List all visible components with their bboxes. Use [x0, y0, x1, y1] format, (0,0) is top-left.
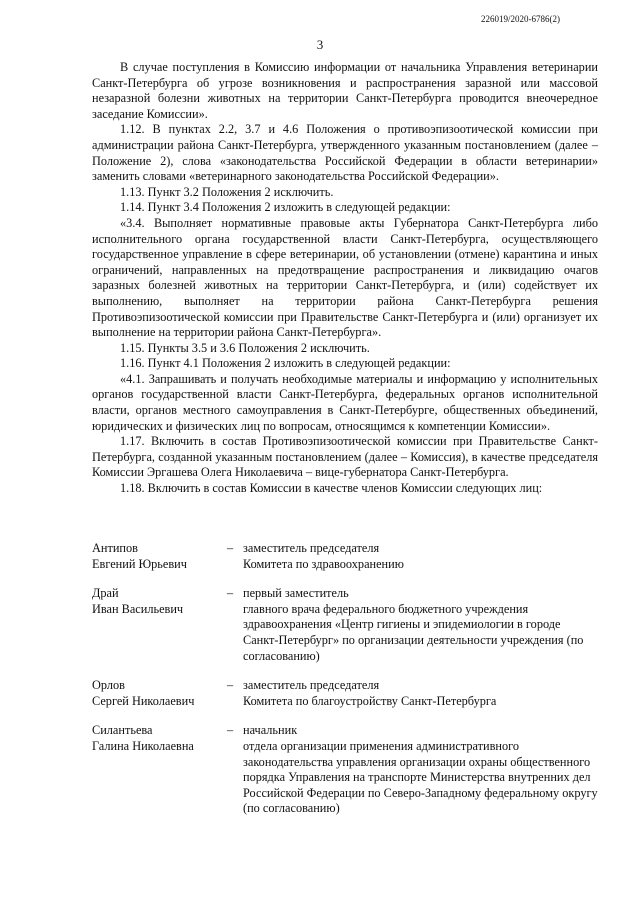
member-dash: – — [227, 723, 234, 738]
member-row — [92, 723, 598, 817]
member-position: заместитель председателя Комитета по здравоохранению — [243, 541, 404, 571]
member-name: Драй Иван Васильевич — [92, 586, 184, 616]
paragraph: «4.1. Запрашивать и получать необходимые материалы и информацию у исполнительных органов государственной власти Санкт-Петербурга, федеральных органов исполнительной власти, органов местного самоуправления в Санкт-Петербурге, общественных объединений, юридических и физических лиц по вопросам, относящимся к компетенции Комиссии». — [92, 371, 598, 433]
member-list — [92, 541, 598, 831]
member-row — [92, 678, 598, 709]
member-position: первый заместитель главного врача федерального бюджетного учреждения здравоохранения «Центр гигиены и эпидемиологии в городе Санкт-Петербург» по организации деятельности учреждения (по согласованию) — [243, 586, 584, 663]
member-name: Силантьева Галина Николаевна — [92, 723, 194, 753]
member-row — [92, 541, 598, 572]
member-row — [92, 586, 598, 664]
paragraph: 1.17. Включить в состав Противоэпизоотической комиссии при Правительстве Санкт-Петербурга, созданной указанным постановлением (далее – Комиссия), в качестве председателя Комиссии Эргашева Олега Николаевича – вице-губернатора Санкт-Петербурга. — [92, 434, 598, 480]
paragraph: 1.18. Включить в состав Комиссии в качестве членов Комиссии следующих лиц: — [120, 481, 543, 496]
member-position: заместитель председателя Комитета по благоустройству Санкт-Петербурга — [243, 678, 497, 708]
paragraph: 1.14. Пункт 3.4 Положения 2 изложить в следующей редакции: — [120, 200, 451, 215]
paragraph: В случае поступления в Комиссию информации от начальника Управления ветеринарии Санкт-Петербурга об угрозе возникновения и распространения заразной или массовой незаразной болезни животных на территории Санкт-Петербурга проводится внеочередное заседание Комиссии». — [92, 60, 598, 121]
paragraph: 1.15. Пункты 3.5 и 3.6 Положения 2 исключить. — [120, 340, 370, 355]
paragraph: «3.4. Выполняет нормативные правовые акты Губернатора Санкт-Петербурга либо исполнительного органа государственной власти Санкт-Петербурга, осуществляющего государственное управление в сфере ветеринарии, об установлении (отмене) карантина и иных ограничений, направленных на предотвращение распространения и ликвидацию очагов заразных болезней животных на территории Санкт-Петербурга, и (или) содействует их выполнению, выполняет на территории района Санкт-Петербурга решения Противоэпизоотической комиссии при Правительстве Санкт-Петербурга и (или) организует их выполнение на территории района Санкт-Петербурга». — [92, 215, 598, 340]
page-number: 3 — [316, 37, 324, 52]
member-name: Антипов Евгений Юрьевич — [92, 541, 187, 571]
paragraph: 1.12. В пунктах 2.2, 3.7 и 4.6 Положения о противоэпизоотической комиссии при администрации района Санкт-Петербурга, утвержденного указанным постановлением (далее – Положение 2), слова «законодательства Российской Федерации в области ветеринарии» заменить словами «ветеринарного законодательства Российской Федерации». — [92, 122, 598, 184]
document-number: 226019/2020-6786(2) — [481, 14, 560, 24]
member-dash: – — [227, 586, 234, 601]
member-position: начальник отдела организации применения административного законодательства управления организации охраны общественного порядка Управления на транспорте Министерства внутренних дел Российской Федерации по Северо-Западному федеральному округу (по согласованию) — [243, 723, 598, 816]
member-dash: – — [227, 678, 234, 693]
member-name: Орлов Сергей Николаевич — [92, 678, 195, 708]
member-dash: – — [227, 541, 234, 555]
document-body — [92, 60, 598, 497]
paragraph: 1.13. Пункт 3.2 Положения 2 исключить. — [120, 184, 334, 199]
paragraph: 1.16. Пункт 4.1 Положения 2 изложить в следующей редакции: — [120, 356, 451, 371]
